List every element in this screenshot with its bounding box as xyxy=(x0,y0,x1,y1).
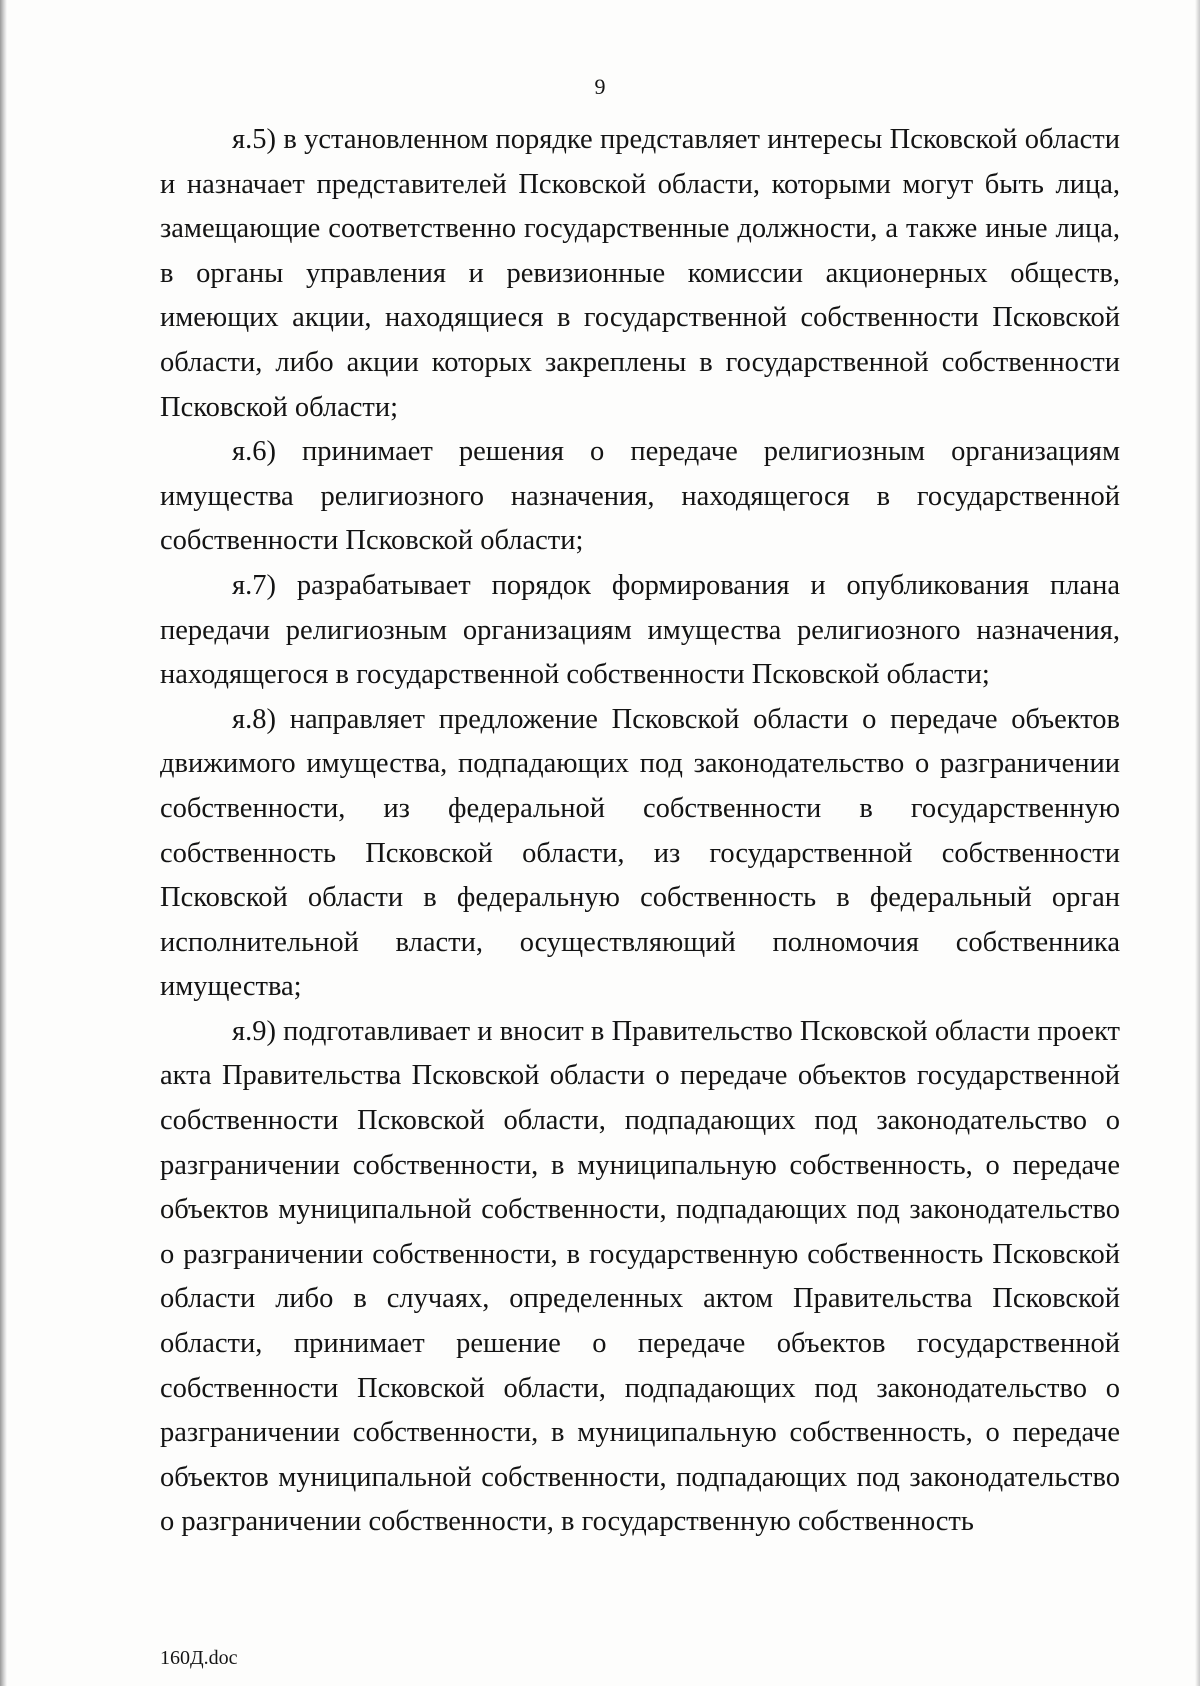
paragraph-ya7: я.7) разрабатывает порядок формирования и опубликования плана передачи религиозным организациям имущества религиозного назначения, находящегося в государственной собственности Псковской области; xyxy=(160,569,1120,691)
paragraph-ya6: я.6) принимает решения о передаче религиозным организациям имущества религиозного назначения, находящегося в государственной собственности Псковской области; xyxy=(160,436,1120,557)
paragraph-ya5: я.5) в установленном порядке представляет интересы Псковской области и назначает представителей Псковской области, которыми могут быть лица, замещающие соответственно государственные должности, а также иные лица, в органы управления и ревизионные комиссии акционерных обществ, имеющих акции, находящиеся в государственной собственности Псковской области, либо акции которых закреплены в государственной собственности Псковской области; xyxy=(160,124,1120,423)
page-number: 9 xyxy=(594,74,606,99)
scan-edge-right xyxy=(1195,0,1200,1686)
document-body xyxy=(160,118,1120,1545)
paragraph-ya9: я.9) подготавливает и вносит в Правительство Псковской области проект акта Правительства Псковской области о передаче объектов государственной собственности Псковской области, подпадающих под законодательство о разграничении собственности, в муниципальную собственность, о передаче объектов муниципальной собственности, подпадающих под законодательство о разграничении собственности, в государственную собственность Псковской области либо в случаях, определенных актом Правительства Псковской области, принимает решение о передаче объектов государственной собственности Псковской области, подпадающих под законодательство о разграничении собственности, в муниципальную собственность, о передаче объектов муниципальной собственности, подпадающих под законодательство о разграничении собственности, в государственную собственность xyxy=(160,1015,1120,1538)
scan-edge-left xyxy=(0,0,7,1686)
paragraph-ya8: я.8) направляет предложение Псковской области о передаче объектов движимого имущества, подпадающих под законодательство о разграничении собственности, из федеральной собственности в государственную собственность Псковской области, из государственной собственности Псковской области в федеральную собственность в федеральный орган исполнительной власти, осуществляющий полномочия собственника имущества; xyxy=(160,703,1120,1003)
footer-filename: 160Д.doc xyxy=(160,1647,238,1669)
